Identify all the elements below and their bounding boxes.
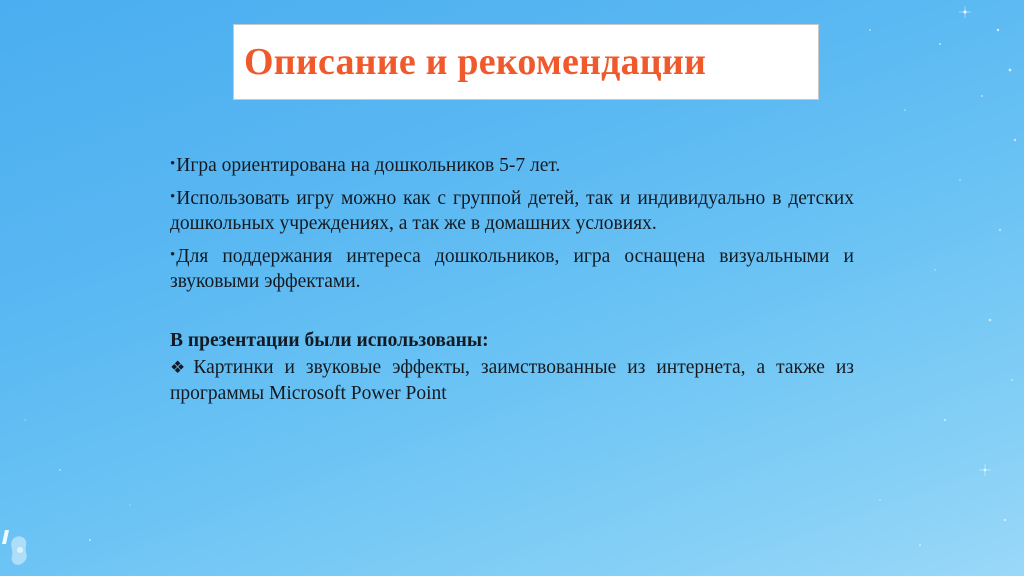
title-box	[233, 24, 819, 100]
bullet-item-1	[170, 152, 854, 179]
bullet-item-2	[170, 185, 854, 237]
spacer	[170, 301, 854, 328]
diamond-bullet-icon: ❖	[170, 358, 192, 377]
content-area	[170, 152, 854, 406]
slide-title: Описание и рекомендации	[244, 41, 707, 83]
bullet-text: Использовать игру можно как с группой детей, так и индивидуально в детских дошкольных учреждениях, а так же в домашних условиях.	[170, 187, 854, 234]
source-item-1	[170, 355, 854, 406]
source-text: Картинки и звуковые эффекты, заимствованные из интернета, а также из программы Microsoft Power Point	[170, 357, 854, 404]
corner-decoration-icon	[0, 528, 40, 576]
bullet-icon: •	[170, 156, 176, 172]
bullet-icon: •	[170, 188, 176, 205]
bullet-icon: •	[170, 246, 176, 263]
sources-heading: В презентации были использованы:	[170, 329, 489, 351]
bullet-text: Игра ориентирована на дошкольников 5-7 лет.	[176, 155, 561, 176]
bullet-text: Для поддержания интереса дошкольников, игра оснащена визуальными и звуковыми эффектами.	[170, 245, 854, 292]
bullet-item-3	[170, 243, 854, 295]
